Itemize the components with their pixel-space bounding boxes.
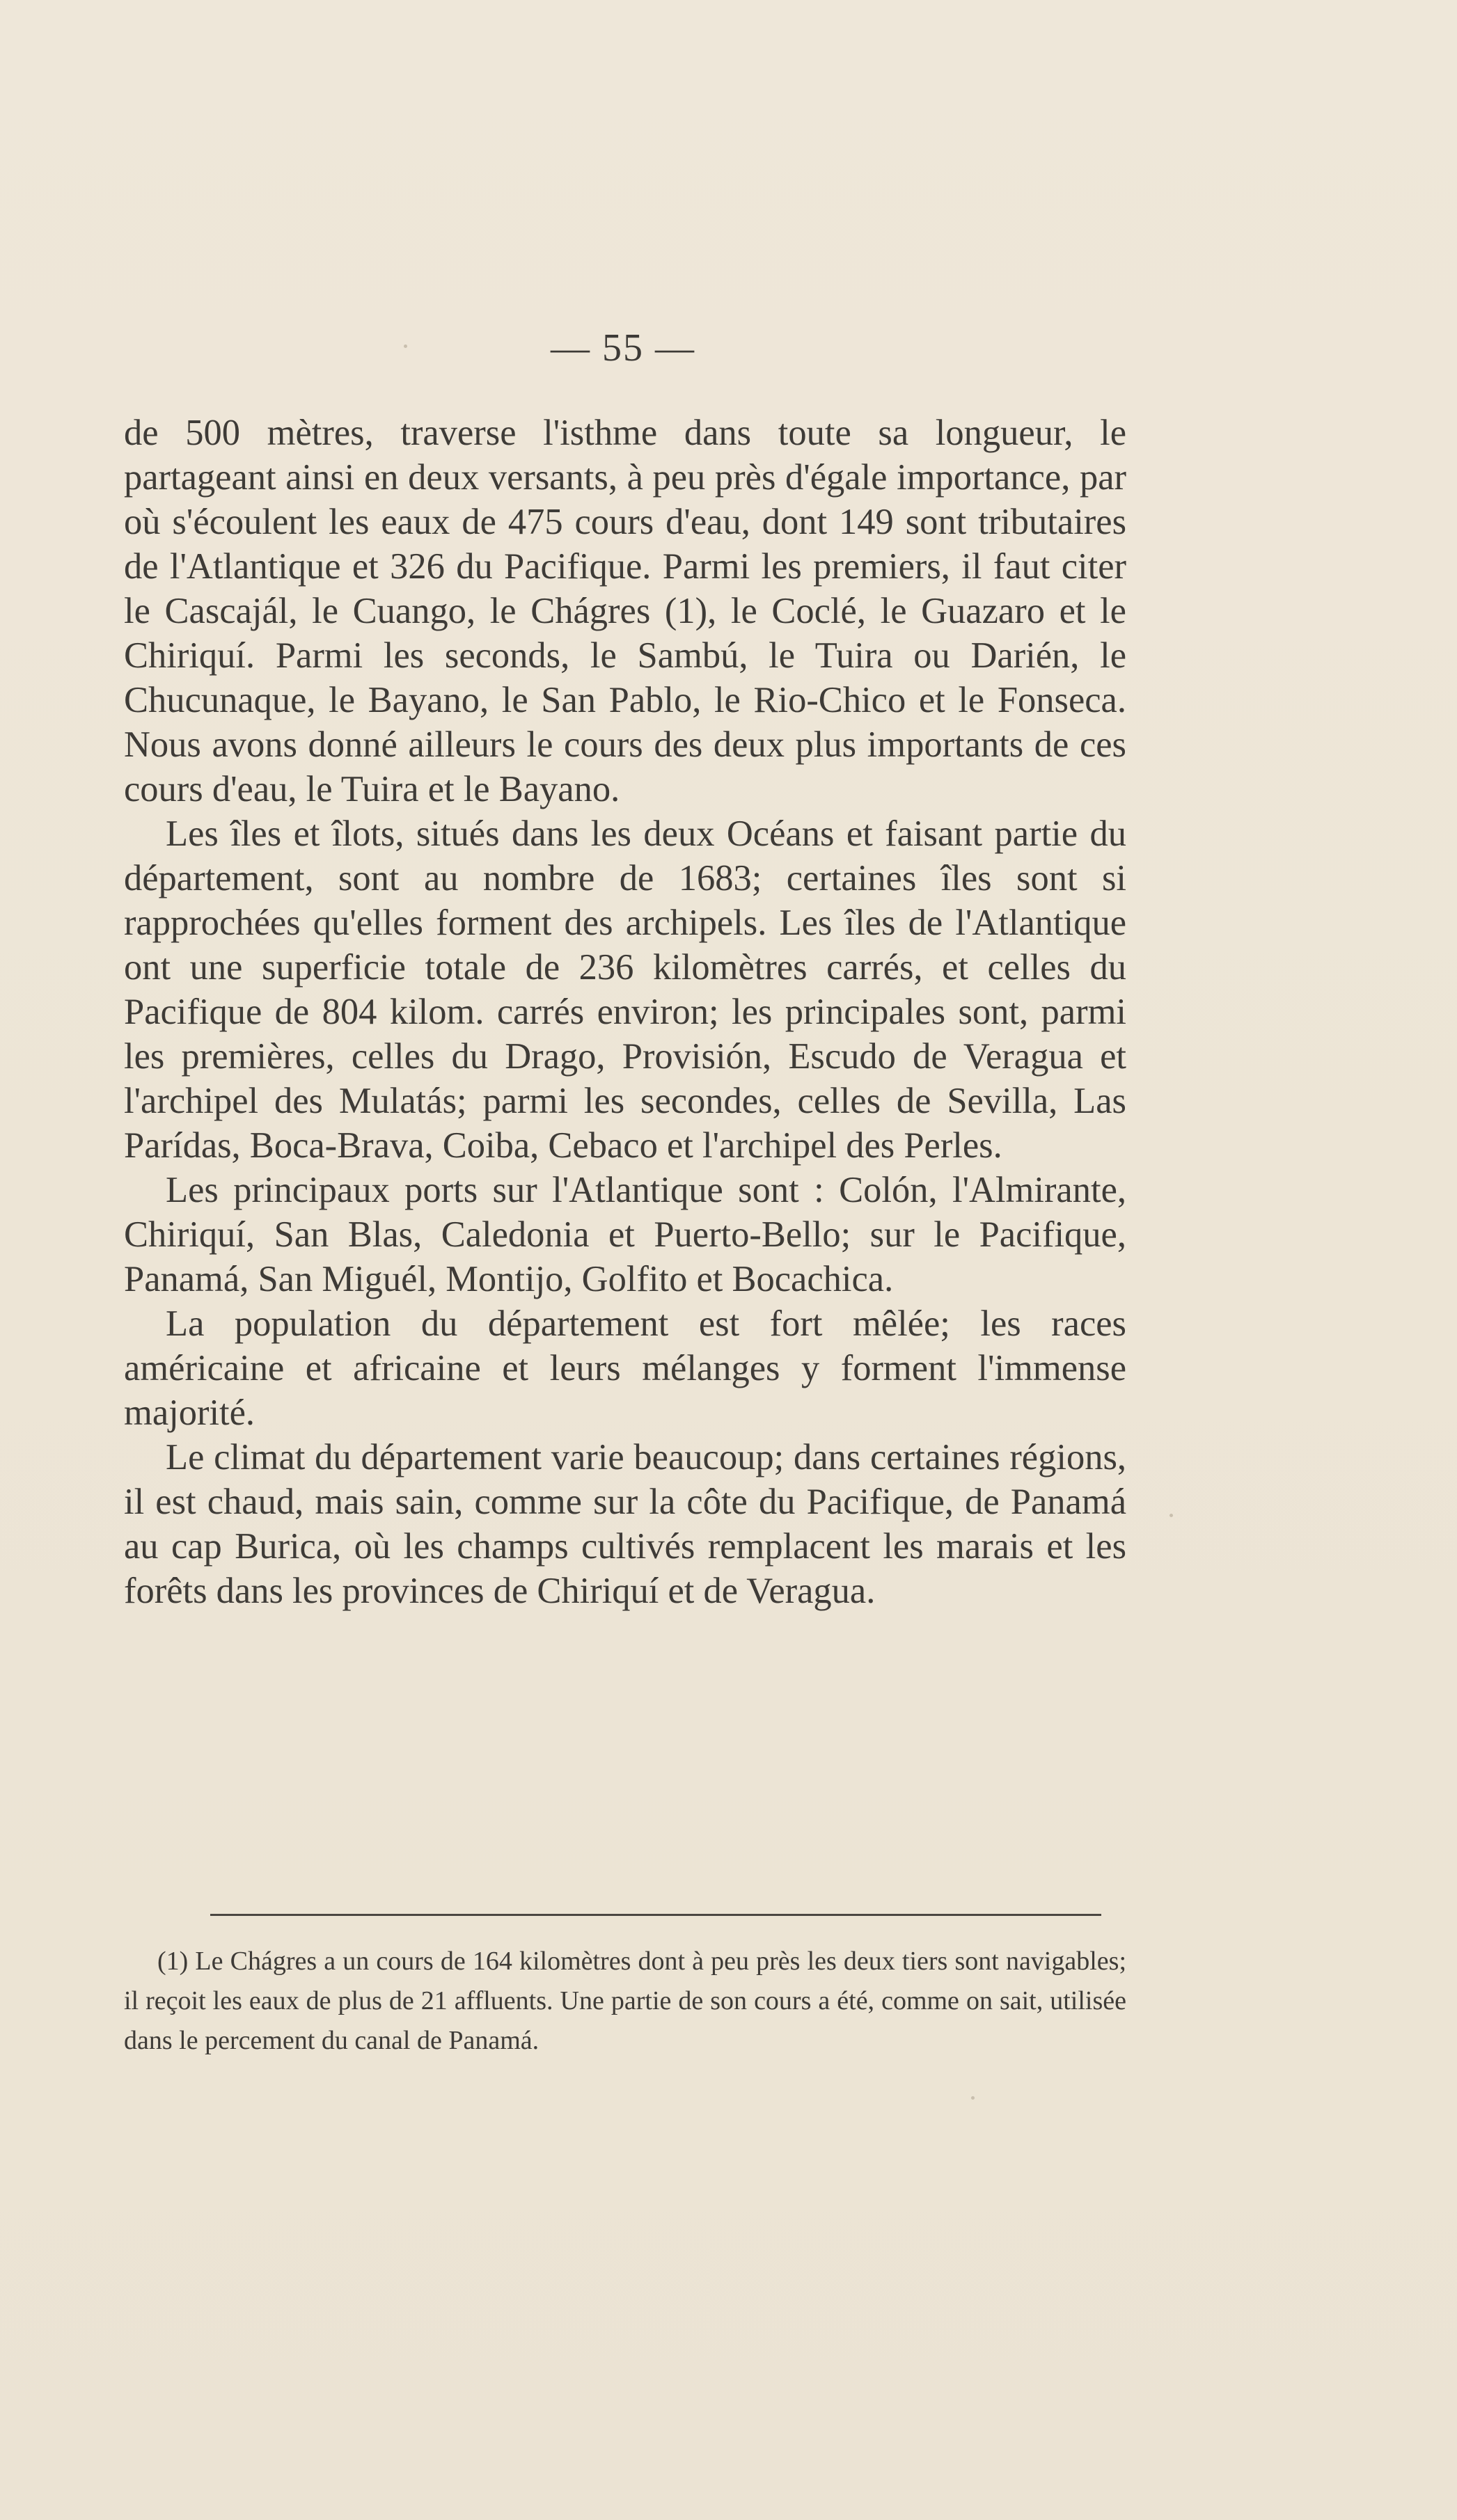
paragraph-islands: Les îles et îlots, situés dans les deux Océans et faisant partie du département, sont au nombre de 1683; certaines îles sont si rapprochées qu'elles forment des archipels. Les îles de l'Atlantique ont une superficie totale de 236 kilomètres carrés, et celles du Pacifique de 804 kilom. carrés environ; les principales sont, parmi les premières, celles du Drago, Provisión, Escudo de Veragua et l'archipel des Mulatás; parmi les secondes, celles de Sevilla, Las Parídas, Boca-Brava, Coiba, Cebaco et l'archipel des Perles. <box>124 814 1126 1166</box>
paper-speck <box>404 344 407 348</box>
paragraph-ports: Les principaux ports sur l'Atlantique sont : Colón, l'Almirante, Chiriquí, San Blas, Caledonia et Puerto-Bello; sur le Pacifique, Panamá, San Miguél, Montijo, Golfito et Bocachica. <box>124 1170 1126 1299</box>
paper-speck <box>1169 1514 1173 1517</box>
paragraph-population: La population du département est fort mêlée; les races américaine et africaine et leurs mélanges y forment l'immense majorité. <box>124 1303 1126 1433</box>
paragraph-rivers: de 500 mètres, traverse l'isthme dans toute sa longueur, le partageant ainsi en deux versants, à peu près d'égale importance, par où s'écoulent les eaux de 475 cours d'eau, dont 149 sont tributaires de l'Atlantique et 326 du Pacifique. Parmi les premiers, il faut citer le Cascajál, le Cuango, le Chágres (1), le Coclé, le Guazaro et le Chiriquí. Parmi les seconds, le Sambú, le Tuira ou Darién, le Chucunaque, le Bayano, le San Pablo, le Rio-Chico et le Fonseca. Nous avons donné ailleurs le cours des deux plus importants de ces cours d'eau, le Tuira et le Bayano. <box>124 413 1126 809</box>
footnote-text: (1) Le Chágres a un cours de 164 kilomètres dont à peu près les deux tiers sont navigables; il reçoit les eaux de plus de 21 affluents. Une partie de son cours a été, comme on sait, utilisée dans le percement du canal de Panamá. <box>124 1947 1126 2055</box>
paper-speck <box>971 2096 975 2100</box>
paragraph-climate: Le climat du département varie beaucoup; dans certaines régions, il est chaud, mais sain, comme sur la côte du Pacifique, de Panamá au cap Burica, où les champs cultivés remplacent les marais et les forêts dans les provinces de Chiriquí et de Veragua. <box>124 1437 1126 1611</box>
body-text <box>124 411 1126 1613</box>
footnote <box>124 1942 1126 2061</box>
page-number: — 55 — <box>551 326 695 370</box>
footnote-divider <box>210 1914 1101 1916</box>
